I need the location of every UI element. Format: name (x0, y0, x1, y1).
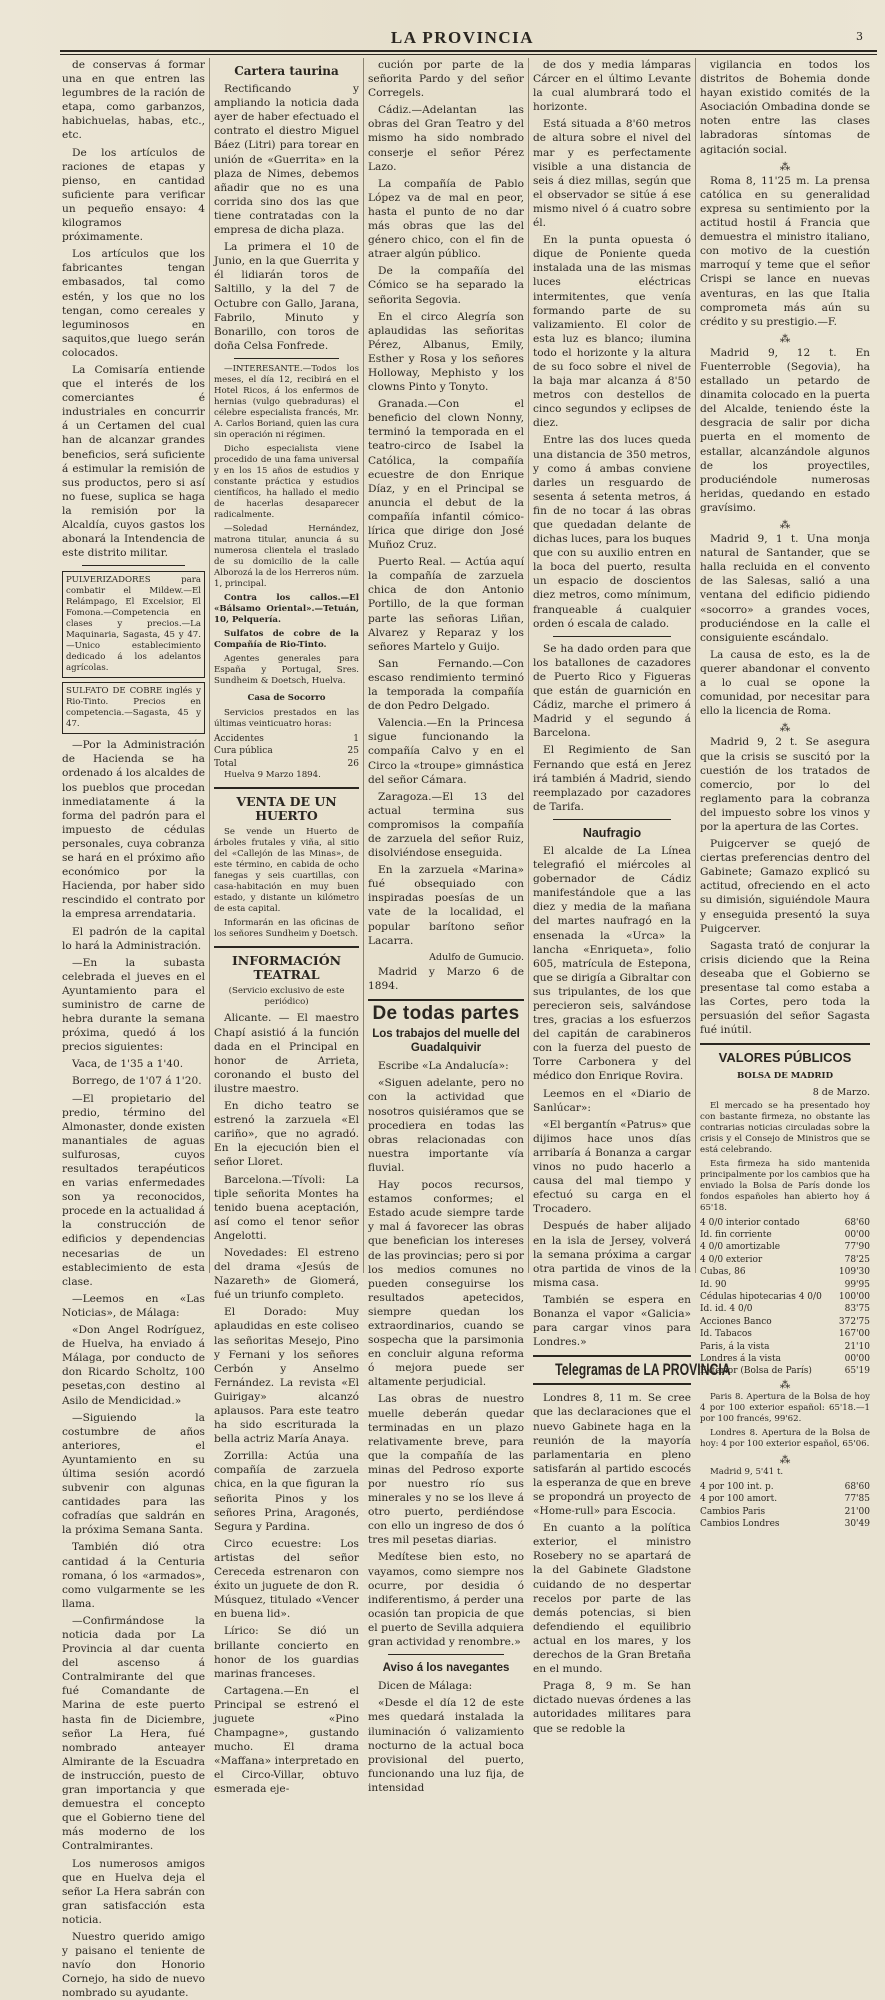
valores-title: VALORES PÚBLICOS (718, 1050, 852, 1066)
article-paragraph: Granada.—Con el beneficio del clown Nonny, terminó la temporada en el teatro-circo de Isabel la Católica, la compañía ecuestre de don Enrique Díaz, y en el Principal se anuncia el debut de la compañía infantil cómico-lírica que dirige don José Muñoz Cruz. (368, 398, 524, 552)
socorro-title: Casa de Socorro (247, 692, 326, 703)
column-2 (214, 58, 359, 1796)
telegram-paragraph: Roma 8, 11'25 m. La prensa católica en su generalidad expresa su sentimiento por la actitud hostil á Francia que demuestra el ministro italiano, con motivo de la cuestión marroquí y teme que el señor Crispi se lance en nuevas aventuras, en las que Italia comprometa más aún su crédito y su prestigio.—F. (700, 174, 870, 328)
divider (533, 1355, 691, 1357)
article-paragraph: Puerto Real. — Actúa aquí la compañía de zarzuela chica de don Antonio Portillo, de la que forman parte las señoras Liñan, Alvarez y Reparaz y los señores Martelo y Guijo. (368, 556, 524, 653)
article-paragraph: Entre las dos luces queda una distancia de 350 metros, y como á ambas conviene darles un resguardo de sesenta á setenta metros, á fin de no tocar á las obras que quedadan delante de dichas luces, para los buques que con su auxilio entren en la boca del puerto, resulta un espacio de doscientos diez metros, como mínimum, franqueable á cualquier orden ó escala de calado. (533, 434, 691, 630)
price-label: 4 por 100 amort. (700, 1494, 778, 1505)
separator-asterisks: ⁂ (779, 1453, 791, 1466)
divider (553, 819, 671, 820)
telegram-paragraph: Sagasta trató de conjurar la crisis diciendo que la Reina deseaba que el Gobierno se presentase tal como estaba a las Cortes, pero toda la persuasión del señor Sagasta fué inútil. (700, 939, 870, 1037)
price-row (700, 1229, 870, 1241)
londres-text: Londres 8. Apertura de la Bolsa de hoy: 4 por 100 exterior español, 65'06. (700, 1427, 870, 1449)
price-row (700, 1353, 870, 1365)
article-paragraph: Los artículos que los fabricantes tengan embasados, tal como estén, y los que no los tengan, como cereales y leguminosos en saquitos,que luego serán colocados. (62, 248, 205, 359)
article-paragraph: La Comisaría entiende que el interés de los comerciantes é industriales en concurrir á un Certamen del cual han de alcanzar grandes beneficios, será suficiente á estimular la remisión de sus productos, pero si así no fuese, suplica se haga la remisión por la Alcaldía, cuyos gastos los abonará la Intendencia de este distrito militar. (62, 363, 205, 560)
socorro-value: 1 (353, 733, 359, 744)
socorro-subtitle: Servicios prestados en las últimas veinticuatro horas: (214, 707, 359, 729)
news-item: —Confirmándose la noticia dada por La Provincia al dar cuenta del ascenso á Contralmirante del que fué Comandante de Marina de este puerto hasta fin de Diciembre, señor La Hera, fué nombrado anteayer Almirante de la Escuadra de instrucción, puesto de gran importancia y que demuestra el concepto que el Gobierno tiene del más moderno de los Contralmirantes. (62, 1614, 205, 1853)
muelle-paragraph: «Siguen adelante, pero no con la actividad que nosotros quisiéramos que se procediera en todas las obras relacionadas con nuestra importante vía fluvial. (368, 1077, 524, 1174)
column-divider (695, 58, 696, 1273)
price-value: 77'85 (844, 1494, 870, 1505)
teatral-subtitle: (Servicio exclusivo de este periódico) (228, 986, 345, 1008)
price-row (700, 1241, 870, 1253)
telegram-paragraph: Madrid 9, 12 t. En Fuenterroble (Segovia), ha estallado un petardo de dinamita colocado en la puerta del Alcalde, teniendo éste la desgracia de salir por dicha puerta en el momento de estallar, alcanzándole algunos de los proyectiles, produciéndole numerosas heridas, quedando en estado gravísimo. (700, 346, 870, 514)
article-paragraph: La primera el 10 de Junio, en la que Guerrita y él lidiarán toros de Saltillo, y la del 7 de Octubre con Gallo, Jarana, Fabrilo, Minuto y Bonarillo, con toros de doña Celsa Fonfrede. (214, 241, 359, 352)
telegram-paragraph: La causa de esto, es la de querer abandonar el convento a lo cual se opone la comunidad, por necesitar para ello la licencia de Roma. (700, 648, 870, 718)
teatral-paragraph: Zorrilla: Actúa una compañía de zarzuela chica, en la que figuran la señorita Pinos y los señores Prina, Aragonés, Segura y Pardina. (214, 1450, 359, 1533)
naufragio-paragraph: Leemos en el «Diario de Sanlúcar»: (533, 1087, 691, 1114)
teatral-paragraph: Barcelona.—Tívoli: La tiple señorita Montes ha tenido buena aceptación, así como el tenor señor Angelotti. (214, 1173, 359, 1242)
price-row (700, 1365, 870, 1377)
article-paragraph: Se ha dado orden para que los batallones de cazadores de Puerto Rico y Figueras que están de guarnición en Cádiz, marche el primero á Madrid y el segundo á Barcelona. (533, 642, 691, 740)
dateline: Madrid y Marzo 6 de 1894. (368, 965, 524, 992)
price-label: Exterior (Bolsa de París) (700, 1366, 812, 1377)
news-item: —Leemos en «Las Noticias», de Málaga: (62, 1292, 205, 1319)
bolsa-title: BOLSA DE MADRID (736, 1071, 834, 1082)
price-row (700, 1481, 870, 1493)
naufragio-paragraph: El alcalde de La Línea telegrafió el miércoles al gobernador de Cádiz manifestándole que a las diez y media de la mañana del martes naufragó en la ensenada la «Urca» la lancha «Enriqueta», folio 605, matrícula de Estepona, que se dirigía a Gibraltar con sus tripulantes, de los que perecieron seis, salvándose tres, gracias a los esfuerzos del capitán de carabineros con la fuerza del puesto de Torre Carbonera y del médico don Enrique Rovira. (533, 844, 692, 1083)
price-value: 83'75 (844, 1304, 870, 1315)
price-label: Id. Tabacos (700, 1329, 752, 1340)
price-row (700, 1316, 870, 1328)
socorro-value: 26 (347, 758, 359, 769)
news-item: «Don Angel Rodríguez, de Huelva, ha enviado á Málaga, por conducto de don Ricardo Scholtz, 100 pesetas,con destino al Asilo de Mendicidad.» (62, 1324, 205, 1407)
divider (368, 999, 524, 1001)
socorro-row (214, 758, 359, 770)
price-row (700, 1217, 870, 1229)
separator-asterisks: ⁂ (779, 160, 791, 173)
price-row (700, 1328, 870, 1340)
teatral-title: INFORMACIÓN TEATRAL (231, 953, 342, 983)
news-item: —En la subasta celebrada el jueves en el Ayuntamiento para el suministro de carne de hebra durante la semana próxima, quedó á los precios siguientes: (62, 956, 205, 1054)
price-row (700, 1341, 870, 1353)
article-paragraph: En la punta opuesta ó dique de Poniente queda instalada una de las mismas luces eléctricas intermitentes, que venía formando parte de su valizamiento. El color de esta luz es blanco; ilumina todo el horizonte y la altura de su foco sobre el nivel de la baja mar alcanza á 8'50 metros con destellos de cinco segundos y eclipses de diez. (533, 234, 691, 430)
article-paragraph: San Fernando.—Con escaso rendimiento terminó la temporada la compañía de don Pedro Delgado. (368, 657, 524, 713)
teatral-paragraph: Cartagena.—En el Principal se estrenó el juguete «Pino Champagne», gustando mucho. El drama «Maffana» interpretado en el Circo-Villar, obtuvo esmerada eje- (214, 1684, 359, 1796)
divider (700, 1043, 870, 1045)
ad-sulfato: SULFATO DE COBRE inglés y Rio-Tinto. Precios en competencia.—Sagasta, 45 y 47. (62, 682, 205, 734)
socorro-row (214, 733, 359, 745)
socorro-label: Accidentes (214, 733, 264, 744)
teatral-paragraph: Lírico: Se dió un brillante concierto en honor de los guardias marinas franceses. (214, 1625, 359, 1680)
news-item: También dió otra cantidad á la Centuria romana, ó los «armados», como vulgarmente se les llama. (62, 1541, 205, 1610)
telegramas-title: Telegramas de LA PROVINCIA (555, 1360, 731, 1380)
price-row (700, 1291, 870, 1303)
price-row (700, 1303, 870, 1315)
article-paragraph: Está situada a 8'60 metros de altura sobre el nivel del mar y es perfectamente visible a una distancia de seis á diez millas, según que el observador se sitúe á ese mismo nivel ó á cuatro sobre él. (533, 118, 691, 230)
price-table (700, 1217, 870, 1378)
muelle-title: Los trabajos del muelle del Guadalquivir (372, 1028, 520, 1055)
news-item: —El propietario del predio, término del Almonaster, donde existen manantiales de aguas sulfurosas, cuyos resultados terapéuticos en varias enfermedades son ya reconocidos, procede en la actualidad á la construcción de edificios y dependencias necesarias de un establecimiento de esta clase. (62, 1092, 205, 1288)
aviso-title: Aviso á los navegantes (382, 1662, 510, 1675)
news-item: El padrón de la capital lo hará la Administración. (62, 925, 205, 952)
price-row (700, 1518, 870, 1530)
news-item: Vaca, de 1'35 a 1'40. (72, 1058, 184, 1071)
venta-text-2: Informarán en las oficinas de los señores Sundheim y Doetsch. (214, 918, 359, 940)
price-label: 4 por 100 int. p. (700, 1482, 774, 1493)
price-label: 4 0/0 exterior (700, 1254, 763, 1265)
price-label: Paris, á la vista (700, 1341, 770, 1352)
price-value: 21'00 (844, 1506, 870, 1517)
article-paragraph: De la compañía del Cómico se ha separado la señorita Segovia. (368, 265, 524, 306)
naufragio-paragraph: También se espera en Bonanza el vapor «Galicia» para cargar vinos para Londres.» (533, 1293, 691, 1349)
column-divider (209, 58, 210, 1273)
article-paragraph: cución por parte de la señorita Pardo y del señor Corregels. (368, 59, 524, 100)
teatral-paragraph: El Dorado: Muy aplaudidas en este coliseo las señoritas Mesejo, Pino y Fernani y los señores Cerbón y Anselmo Fernández. La revista «El Guirigay» alcanzó aplausos. Para este teatro ha sido escriturada la bella actriz María Anaya. (214, 1306, 359, 1446)
notice-callos: Contra los callos.—El «Bálsamo Oriental».—Tetuán, 10, Pelquería. (214, 592, 359, 625)
price-label: Acciones Banco (700, 1316, 772, 1327)
price-value: 372'75 (838, 1316, 870, 1327)
section-heading-cartera: Cartera taurina (234, 64, 339, 78)
socorro-label: Cura pública (214, 746, 273, 757)
column-3 (368, 58, 524, 1794)
article-paragraph: Zaragoza.—El 13 del actual termina sus compromisos la compañía de zarzuela del señor Ruiz, disolviéndose enseguida. (368, 790, 524, 860)
socorro-value: 25 (347, 746, 359, 757)
col1-paras (62, 58, 205, 560)
separator-asterisks: ⁂ (779, 519, 791, 531)
column-divider (528, 58, 529, 1273)
price-value: 68'60 (844, 1482, 870, 1493)
divider (214, 787, 359, 789)
naufragio-title: Naufragio (582, 825, 642, 840)
price-label: Cédulas hipotecarias 4 0/0 (700, 1292, 822, 1302)
telegram-paragraph: Madrid 9, 1 t. Una monja natural de Santander, que se halla recluida en el convento de las Salesas, salió a una ventana del edificio pidiendo «socorro» a grandes voces, produciéndose en la calle el consiguiente escándalo. (700, 533, 870, 644)
price-label: 4 0/0 interior contado (700, 1217, 800, 1228)
price-value: 167'00 (838, 1329, 870, 1340)
news-item: Los numerosos amigos que en Huelva deja el señor La Hera sabrán con gran satisfacción esta noticia. (62, 1857, 205, 1926)
notice-sulfatos-2: Agentes generales para España y Portugal, Sres. Sundheim & Doetsch, Huelva. (214, 653, 359, 686)
section-heading-todas: De todas partes (372, 1003, 520, 1024)
teatral-paragraph: Alicante. — El maestro Chapí asistió á la función dada en el Principal en honor de Arrieta, coronando el busto del ilustre maestro. (214, 1012, 359, 1095)
venta-title: VENTA DE UN HUERTO (236, 794, 337, 824)
article-paragraph: Cádiz.—Adelantan las obras del Gran Teatro y del mismo ha sido nombrado conserje el señor Pérez Lazo. (368, 104, 524, 173)
price-value: 00'00 (844, 1354, 870, 1365)
muelle-intro: Escribe «La Andalucía»: (378, 1060, 509, 1073)
price-value: 65'19 (844, 1366, 870, 1377)
telegram-paragraph: Puigcerver se quejó de ciertas preferencias dentro del Gabinete; Gamazo explicó su actitud, ofreciendo en el acto su dimisión, siguiéndole Maura y enseguida presentó la suya Puigcerver. (700, 838, 870, 935)
socorro-date: Huelva 9 Marzo 1894. (224, 770, 321, 781)
article-paragraph: En el circo Alegría son aplaudidas las señoritas Pérez, Albanus, Emily, Esther y Rosa y los señores Holloway, Mephisto y los clowns Pinto y Tonyto. (368, 310, 524, 394)
socorro-row (214, 745, 359, 757)
bolsa-date: 8 de Marzo. (812, 1087, 870, 1099)
price-value: 21'10 (844, 1341, 870, 1352)
masthead-rule (60, 50, 877, 55)
bolsa-text-2: Esta firmeza ha sido mantenida principalmente por los cambios que ha enviado la Bolsa de París donde los fondos españoles han abierto hoy á 65'18. (700, 1158, 870, 1213)
muelle-paragraph: Medítese bien esto, no vayamos, como siempre nos ocurre, por desidia ó indiferentismo, á perder una ocasión tan propicia de que el puerto de Sevilla adquiera gran actividad y renombre.» (368, 1551, 524, 1649)
muelle-paragraph: Las obras de nuestro muelle deberán quedar terminadas en un plazo relativamente breve, para que la compañía de las minas del Pedroso exporte por nuestro río sus minerales y no se los lleve á otro puerto, perdiéndose con ello un ingreso de dos ó tres mil pesetas diarias. (368, 1393, 524, 1547)
price-label: Id. 90 (700, 1279, 727, 1290)
telegram-paragraph: Londres 8, 11 m. Se cree que las declaraciones que el nuevo Gabinete haga en la reunión de la mayoría parlamentaria en pleno satisfarán al partido escocés la esperanza de que en breve se propondrá un proyecto de «Home-rull» para Escocia. (533, 1392, 691, 1518)
column-1 (62, 58, 205, 2000)
teatral-paragraph: Circo ecuestre: Los artistas del señor Cereceda estrenaron con éxito un juguete de don R. Músquez, titulado «Vencer en buena lid». (214, 1537, 359, 1621)
bolsa-text: El mercado se ha presentado hoy con bastante firmeza, no obstante las contrarias noticias circuladas sobre la crisis y el Consejo de Ministros que se está celebrando. (700, 1100, 870, 1155)
page-number: 3 (856, 30, 863, 43)
article-paragraph: de conservas á formar una en que entren las legumbres de la ración de etapa, como garbanzos, habichuelas, habas, etc., etc. (62, 59, 205, 142)
telegram-paragraph: vigilancia en todos los distritos de Bohemia donde hayan existido comités de la Asociación Ombadina donde se noten entre las clases labradoras síntomas de agitación social. (700, 59, 870, 156)
column-5 (700, 58, 870, 1530)
article-paragraph: La compañía de Pablo López va de mal en peor, hasta el punto de no dar más obras que las del género chico, con el fin de atraer algún público. (368, 177, 524, 261)
divider (553, 636, 671, 637)
price-row (700, 1506, 870, 1518)
article-paragraph: de dos y media lámparas Cárcer en el último Levante la cual alumbrará todo el horizonte. (533, 59, 691, 114)
article-paragraph: De los artículos de raciones de etapas y pienso, en cantidad suficiente para verificar un pequeño ensayo: 4 kilogramos próximamente. (62, 146, 205, 244)
notice-soledad: —Soledad Hernández, matrona titular, anuncia á su numerosa clientela el traslado de su domicilio de la calle Alborozá la de los Herreros núm. 1, principal. (214, 523, 359, 589)
venta-text: Se vende un Huerto de árboles frutales y viña, al sitio del «Callejón de las Minas», de este término, en cabida de ocho fanegas y seis cuartillas, con casa-habitación en muy buen estado, y distante un kilómetro de esta capital. (214, 827, 359, 915)
price-label: Cambios Paris (700, 1506, 766, 1517)
news-item: Borrego, de 1'07 á 1'20. (72, 1075, 202, 1088)
teatral-paragraph: Novedades: El estreno del drama «Jesús de Nazareth» de Giomerá, fué un triunfo completo. (214, 1246, 359, 1302)
price-row (700, 1493, 870, 1505)
aviso-intro: Dicen de Málaga: (378, 1680, 473, 1693)
price-value: 99'95 (844, 1279, 870, 1290)
price-label: 4 0/0 amortizable (700, 1242, 781, 1253)
divider (533, 1383, 691, 1385)
price-value: 78'25 (844, 1254, 870, 1265)
news-item: —Siguiendo la costumbre de años anteriores, el Ayuntamiento en su última sesión acordó subvenir con algunas cantidades para las cofradías que saldrán en la próxima Semana Santa. (62, 1411, 205, 1537)
price-value: 109'30 (838, 1267, 870, 1278)
price-label: Cambios Londres (700, 1519, 780, 1530)
price-value: 77'90 (844, 1242, 870, 1253)
socorro-label: Total (214, 758, 237, 769)
telegram-paragraph: Praga 8, 9 m. Se han dictado nuevas órdenes a las autoridades militares para que se redoble la (533, 1680, 691, 1735)
telegram-paragraph: Madrid 9, 2 t. Se asegura que la crisis se suscitó por la cuestión de los tratados de comercio, por lo del reglamento para la cobranza del impuesto sobre los vinos y por la apertura de las Cortes. (700, 736, 870, 833)
col1-news (62, 738, 205, 2000)
masthead-title: LA PROVINCIA (390, 28, 535, 47)
price-row (700, 1279, 870, 1291)
telegram-paragraph: En cuanto a la política exterior, el ministro Rosebery no se apartará de la del Gabinete Gladstone cuidando de no despertar recelos por parte de las demás potencias, si bien defendiendo el equilibrio actual en los mares, y los derechos de la Gran Bretaña en el mundo. (533, 1522, 691, 1676)
paris-text: Paris 8. Apertura de la Bolsa de hoy 4 por 100 exterior español: 65'18.—1 por 100 francés, 99'62. (700, 1391, 870, 1424)
price-value: 68'60 (844, 1217, 870, 1228)
price-label: Londres á la vista (700, 1354, 781, 1365)
article-paragraph: El Regimiento de San Fernando que está en Jerez irá también á Madrid, siendo reemplazado por cazadores de Tarifa. (533, 744, 691, 813)
madrid-head: Madrid 9, 5'41 t. (710, 1467, 784, 1478)
separator-asterisks: ⁂ (779, 332, 791, 345)
article-paragraph: En la zarzuela «Marina» fué obsequiado con inspiradas poesías de un vate de la localidad, el popular barítono señor Lacarra. (368, 864, 524, 947)
price-label: Cubas, 86 (700, 1267, 746, 1278)
muelle-paragraph: Hay pocos recursos, estamos conformes; el Estado acude siempre tarde y mal á favorecer las obras que benefician los intereses de las provincias; pero si por los medios comunes no pueden conseguirse los resultados apetecidos, siempre quedan los extraordinarios, cuando se sospecha que la parsimonia en concluir alguna reforma ó mejora puede ser altamente perjudicial. (368, 1179, 524, 1389)
notice-interesante-2: Dicho especialista viene procedido de una fama universal y en los 15 años de estudios y constante práctica y estudios científicos, ha hallado el medio de hacerlas desaparecer radicalmente. (214, 443, 359, 520)
price-label: Id. id. 4 0/0 (700, 1304, 753, 1315)
divider (234, 358, 339, 359)
column-divider (363, 58, 364, 1273)
news-item: Nuestro querido amigo y paisano el teniente de navío don Honorio Cornejo, ha sido de nuevo nombrado su ayudante. (62, 1930, 205, 2000)
notice-sulfatos: Sulfatos de cobre de la Compañía de Rio-Tinto. (214, 628, 359, 650)
separator-asterisks: ⁂ (779, 722, 791, 735)
article-paragraph: Rectificando y ampliando la noticia dada ayer de haber efectuado el contrato el diestro Miguel Báez (Litri) para torear en unión de «Guerrita» en la plaza de Nimes, debemos añadir que no es una corrida sino dos las que tiene contratadas con la empresa de dicha plaza. (214, 83, 359, 237)
price-value: 00'00 (844, 1229, 870, 1240)
naufragio-paragraph: Después de haber alijado en la isla de Jersey, volverá la semana próxima a cargar otra partida de vinos de la misma casa. (533, 1220, 691, 1289)
naufragio-paragraph: «El bergantín «Patrus» que dijimos hace unos días arribaría á Bonanza a cargar vinos no pudo hacerlo a causa del mal tiempo y efectuó su carga en el Trocadero. (533, 1118, 691, 1216)
article-paragraph: Valencia.—En la Princesa sigue funcionando la compañía Calvo y en el Circo la «troupe» gimnástica del señor Cámara. (368, 717, 524, 786)
price-value: 30'49 (844, 1519, 870, 1530)
aviso-paragraph: «Desde el día 12 de este mes quedará instalada la iluminación ó valizamiento nocturno de la actual boca provisional del puerto, funcionando una luz fija, de intensidad (368, 1697, 524, 1794)
news-item: —Por la Administración de Hacienda se ha ordenado á los alcaldes de los pueblos que procedan inmediatamente á la forma del padrón para el impuesto de cédulas personales, cuya cobranza se hará en el próximo año económico por la Hacienda, por haber sido rescindido el contrato por la empresa arrendataria. (62, 739, 205, 921)
price-label: Id. fin corriente (700, 1229, 772, 1240)
divider (214, 946, 359, 948)
price-value: 100'00 (838, 1292, 870, 1302)
ad-pulverizadores: PULVERIZADORES para combatir el Mildew.—El Relámpago, El Excelsior, El Fomona.—Competencia en clases y precios.—La Maquinaria, Sagasta, 45 y 47.—Unico establecimiento dedicado á los adelantos agrícolas. (62, 571, 205, 678)
separator-asterisks: ⁂ (779, 1378, 791, 1391)
divider (82, 565, 185, 566)
notice-interesante: —INTERESANTE.—Todos los meses, el día 12, recibirá en el Hotel Ricos, á los enfermos de hernias (vulgo quebraduras) el célebre especialista francés, Mr. A. Carlos Boriand, quien las cura sin operación ni régimen. (214, 363, 359, 440)
teatral-paragraph: En dicho teatro se estrenó la zarzuela «El cariño», que no agradó. En la ejecución bien el señor Lloret. (214, 1100, 359, 1169)
price-row (700, 1266, 870, 1278)
price-row (700, 1254, 870, 1266)
signature: Adulfo de Gumucio. (429, 951, 524, 963)
divider (388, 1654, 504, 1655)
